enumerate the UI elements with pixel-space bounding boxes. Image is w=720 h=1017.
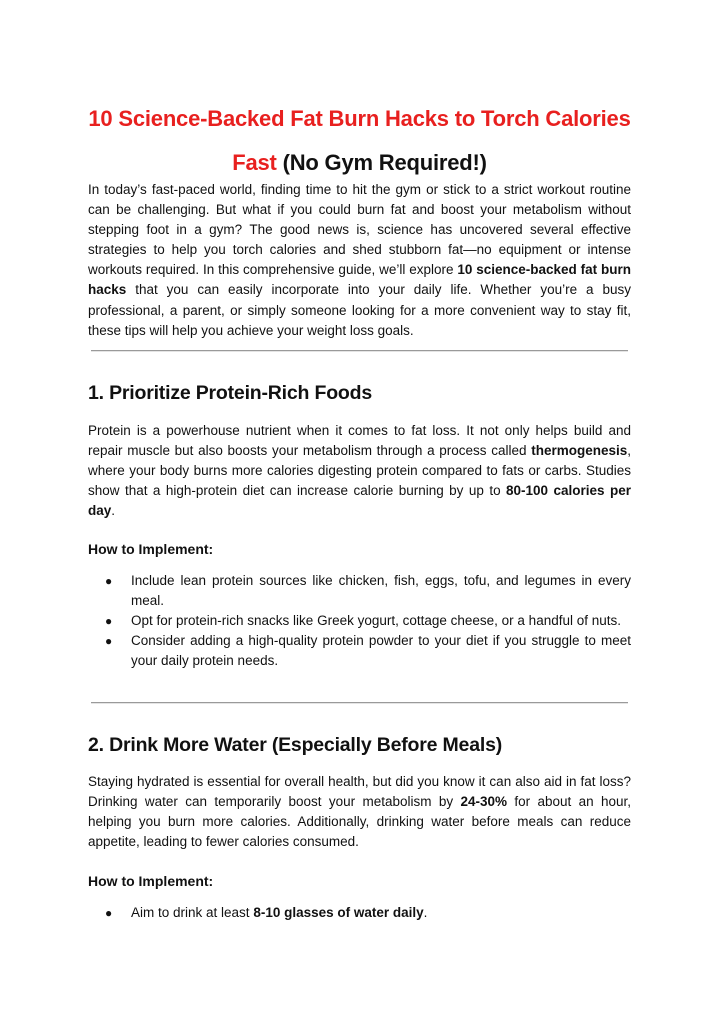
bullet-icon: ● bbox=[105, 906, 113, 920]
section-1-bullet-list bbox=[88, 571, 631, 671]
list-item-text: Opt for protein-rich snacks like Greek yogurt, cottage cheese, or a handful of nuts. bbox=[131, 613, 622, 629]
title-suffix: (No Gym Required!) bbox=[282, 149, 487, 175]
list-item-text: Aim to drink at least bbox=[131, 905, 254, 920]
list-item-text: Include lean protein sources like chicken, fish, eggs, tofu, and legumes in every meal. bbox=[131, 573, 631, 609]
s2-text-2: for about an hour, helping you burn more calories. Additionally, drinking water before meals can reduce appetite, leading to fewer calories consumed. bbox=[88, 794, 631, 850]
bullet-icon: ● bbox=[105, 574, 113, 588]
list-item-text-end: . bbox=[423, 905, 428, 920]
section-divider bbox=[91, 702, 628, 704]
list-item bbox=[88, 571, 631, 611]
section-1-heading: 1. Prioritize Protein-Rich Foods bbox=[88, 382, 372, 404]
section-2-heading: 2. Drink More Water (Especially Before Meals) bbox=[88, 734, 503, 756]
bullet-icon: ● bbox=[105, 634, 113, 649]
section-divider bbox=[91, 350, 628, 352]
s1-text-2: , where your body burns more calories digesting protein compared to fats or carbs. Studies show that a high-protein diet can increase calorie burning by up to bbox=[88, 443, 631, 499]
list-item-text: Consider adding a high-quality protein powder to your diet if you struggle to meet your daily protein needs. bbox=[131, 633, 631, 669]
section-1-how-label: How to Implement: bbox=[88, 541, 214, 557]
section-1-paragraph bbox=[88, 421, 631, 521]
intro-text-1: In today’s fast-paced world, finding time to hit the gym or stick to a strict workout routine can be challenging. But what if you could burn fat and boost your metabolism without stepping foot in a gym? The good news is, science has uncovered several effective strategies to help you torch calories and shed stubborn fat—no equipment or intense workouts required. In this comprehensive guide, we’ll explore bbox=[88, 182, 631, 278]
intro-bold-1: 10 science-backed fat burn hacks bbox=[88, 262, 631, 298]
s1-text-3: . bbox=[111, 503, 116, 519]
list-item-bold: 8-10 glasses of water daily bbox=[253, 905, 424, 920]
list-item bbox=[88, 631, 631, 671]
intro-text-2: that you can easily incorporate into your daily life. Whether you’re a busy professional, a parent, or simply someone looking for a more convenient way to stay fit, these tips will help you achieve your weight loss goals. bbox=[88, 282, 631, 338]
section-2-paragraph bbox=[88, 772, 631, 852]
section-2-bullet-list bbox=[88, 903, 631, 923]
s2-bold-1: 24-30% bbox=[460, 794, 507, 810]
s2-text-1: Staying hydrated is essential for overall health, but did you know it can also aid in fat loss? Drinking water can temporarily boost your metabolism by bbox=[88, 774, 631, 810]
list-item bbox=[88, 903, 631, 923]
section-2-how-label: How to Implement: bbox=[88, 873, 214, 889]
s1-text-1: Protein is a powerhouse nutrient when it comes to fat loss. It not only helps build and repair muscle but also boosts your metabolism through a process called bbox=[88, 423, 631, 459]
intro-paragraph bbox=[88, 180, 631, 341]
page-title bbox=[88, 97, 631, 185]
title-highlight: 10 Science-Backed Fat Burn Hacks to Torch Calories Fast bbox=[88, 105, 631, 175]
s1-bold-1: thermogenesis bbox=[531, 443, 628, 459]
s1-bold-2: 80-100 calories per day bbox=[88, 483, 631, 519]
bullet-icon: ● bbox=[105, 614, 113, 629]
list-item bbox=[88, 611, 631, 631]
